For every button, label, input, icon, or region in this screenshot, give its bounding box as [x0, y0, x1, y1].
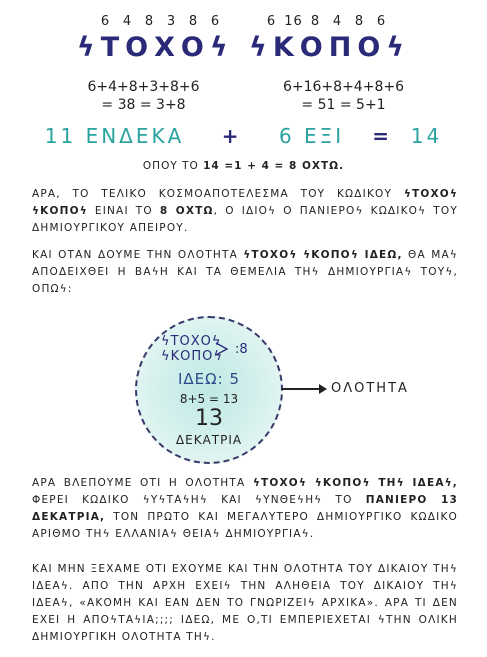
equals-sign: =: [372, 124, 393, 148]
digit: 4: [122, 14, 133, 29]
para2-text: ΚΑΙ ΟΤΑΝ ΔΟΥΜΕ ΤΗΝ ΟΛΟΤΗΤΑ: [32, 249, 244, 261]
digit: 4: [332, 14, 343, 29]
left-calc-line2: = 38 = 3+8: [101, 97, 186, 113]
para3-bold: ϟΤΟΧΟϟ ϟΚΟΠΟϟ ΤΗϟ ΙΔΕΑϟ,: [252, 477, 458, 489]
wholeness-diagram-circle: [135, 316, 283, 464]
diagram-word-2: ϟΚΟΠΟϟ: [161, 349, 223, 364]
digit: 8: [354, 14, 365, 29]
para1-text: ΑΡΑ, ΤΟ ΤΕΛΙΚΟ ΚΟΣΜΟΑΠΟΤΕΛΕΣΜΑ ΤΟΥ ΚΩΔΙΚΟΥ: [32, 188, 404, 200]
sum-equation: [0, 124, 487, 148]
para1-text: , Ο ΙΔΙΟϟ Ο ΠΑΝΙΕΡΟϟ ΚΩΔΙΚΟϟ ΤΟΥ ΔΗΜΙΟΥΡΓΙΚΟΥ ΑΠΕΙΡΟΥ.: [32, 205, 458, 234]
calculation-block: [0, 78, 487, 114]
diagram-word: ΔΕΚΑΤΡΙΑ: [175, 433, 243, 447]
diagram-words-value: :8: [235, 342, 248, 357]
digit: 6: [266, 14, 277, 29]
diagram-word-1: ϟΤΟΧΟϟ: [161, 334, 222, 349]
para3-text: ΤΟΝ ΠΡΩΤΟ ΚΑΙ ΜΕΓΑΛΥΤΕΡΟ ΔΗΜΙΟΥΡΓΙΚΟ ΚΩΔΙΚΟ ΑΡΙΘΜΟ ΤΗϟ ΕΛΛΑΝΙΑϟ ΘΕΙΑϟ ΔΗΜΙΟΥΡΓΙΑϟ.: [32, 511, 458, 540]
right-calc-line2: = 51 = 5+1: [301, 97, 386, 113]
diagram-number: 13: [195, 406, 223, 431]
digit: 8: [188, 14, 199, 29]
left-calculation: [64, 78, 224, 114]
para3-text: ΦΕΡΕΙ ΚΩΔΙΚΟ ϟΥϟΤΑϟΗϟ ΚΑΙ ϟΥΝΘΕϟΗϟ ΤΟ: [32, 494, 366, 506]
note-prefix: ΟΠΟΥ ΤΟ: [142, 160, 204, 172]
paragraph-1: [32, 186, 458, 237]
left-calc-line1: 6+4+8+3+8+6: [87, 79, 200, 95]
diagram-target-label: ΟΛΟΤΗΤΑ: [331, 381, 409, 396]
digit: 3: [166, 14, 177, 29]
page-title: ϟΤΟΧΟϟ ϟΚΟΠΟϟ: [76, 32, 411, 63]
digit: 8: [144, 14, 155, 29]
note-bold: 14 =1 + 4 = 8 ΟΧΤΩ.: [203, 160, 345, 172]
digit: 8: [310, 14, 321, 29]
para3-text: ΑΡΑ ΒΛΕΠΟΥΜΕ ΟΤΙ Η ΟΛΟΤΗΤΑ: [32, 477, 253, 489]
para2-bold: ϟΤΟΧΟϟ ϟΚΟΠΟϟ ΙΔΕΩ,: [243, 249, 403, 261]
plus-sign: +: [221, 124, 242, 148]
digit: 6: [210, 14, 221, 29]
right-arrow-icon: [281, 388, 325, 390]
paragraph-3: [32, 475, 458, 543]
para1-bold: 8 ΟΧΤΩ: [159, 205, 214, 217]
para1-bold: ϟΤΟΧΟϟ ϟΚΟΠΟϟ: [32, 188, 458, 217]
paragraph-4: ΚΑΙ ΜΗΝ ΞΕΧΑΜΕ ΟΤΙ ΕΧΟΥΜΕ ΚΑΙ ΤΗΝ ΟΛΟΤΗΤΑ ΤΟΥ ΔΙΚΑΙΟΥ ΤΗϟ ΙΔΕΑϟ. ΑΠΟ ΤΗΝ ΑΡΧΗ ΕΧΕΙϟ ΤΗΝ ΑΛΗΘΕΙΑ ΤΟΥ ΔΙΚΑΙΟΥ ΤΗϟ ΙΔΕΑϟ, «ΑΚΟΜΗ ΚΑΙ ΕΑΝ ΔΕΝ ΤΟ ΓΝΩΡΙΖΕΙϟ ΑΡΧΙΚΑ». ΑΡΑ ΤΙ ΔΕΝ ΕΧΕΙ Η ΑΠΟϟΤΑϟΙΑ;;;; ΙΔΕΩ, ΜΕ Ο,ΤΙ ΕΜΠΕΡΙΕΧΕΤΑΙ ϟΤΗΝ ΟΛΙΚΗ ΔΗΜΙΟΥΡΓΙΚΗ ΟΛΟΤΗΤΑ ΤΗϟ.: [32, 563, 458, 643]
para1-text: ΕΙΝΑΙ ΤΟ: [87, 205, 160, 217]
sum-right: 6 ΕΞΙ: [278, 124, 345, 148]
sum-result: 14: [410, 124, 443, 148]
diagram-idea: ΙΔΕΩ: 5: [178, 370, 240, 388]
digit: 6: [376, 14, 387, 29]
digit: 6: [100, 14, 111, 29]
pointer-arrows-icon: [215, 340, 229, 358]
right-calc-line1: 6+16+8+4+8+6: [282, 79, 404, 95]
sum-left: 11 ΕΝΔΕΚΑ: [44, 124, 185, 148]
diagram-sum: 8+5 = 13: [179, 392, 239, 406]
digit: 16: [284, 14, 303, 29]
para3-bold: ΠΑΝΙΕΡΟ 13 ΔΕΚΑΤΡΙΑ,: [32, 494, 458, 523]
note-line: [0, 160, 487, 172]
digit-values-row: [0, 14, 487, 29]
paragraph-2: [32, 247, 458, 298]
right-calculation: [264, 78, 424, 114]
para2-text: ΘΑ ΜΑϟ ΑΠΟΔΕΙΧΘΕΙ Η ΒΑϟΗ ΚΑΙ ΤΑ ΘΕΜΕΛΙΑ ΤΗϟ ΔΗΜΙΟΥΡΓΙΑϟ ΤΟΥϟ, ΟΠΩϟ:: [32, 249, 459, 295]
